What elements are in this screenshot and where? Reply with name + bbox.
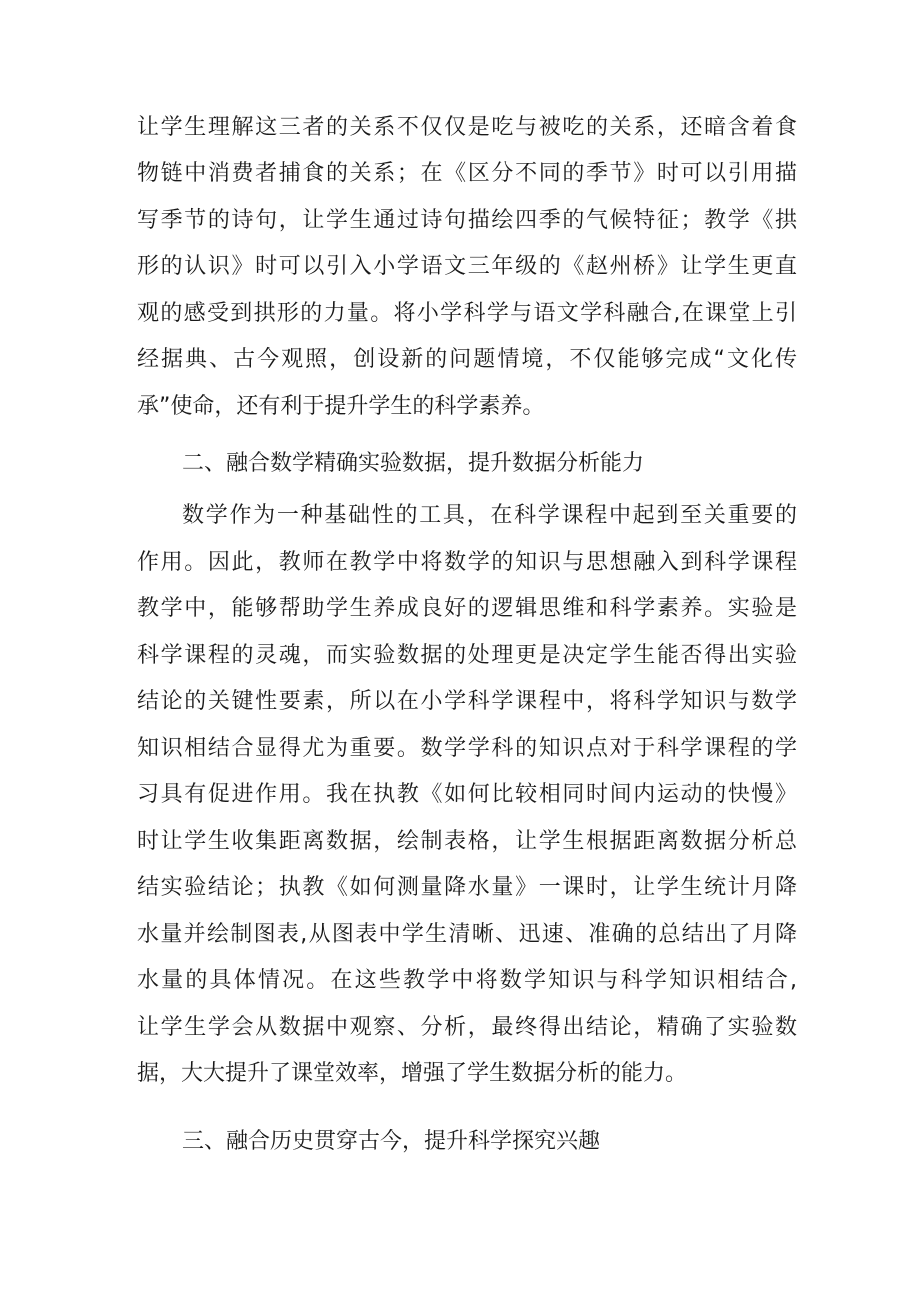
body-text-line: 水量并绘制图表,从图表中学生清晰、迅速、准确的总结出了月降 (137, 922, 797, 947)
body-text-line: 知识相结合显得尤为重要。数学学科的知识点对于科学课程的学 (137, 736, 797, 761)
body-text-line: 习具有促进作用。我在执教《如何比较相同时间内运动的快慢》 (137, 782, 797, 807)
body-text-line: 经据典、古今观照，创设新的问题情境，不仅能够完成“文化传 (137, 347, 797, 372)
body-text-line: 结实验结论；执教《如何测量降水量》一课时，让学生统计月降 (137, 875, 797, 900)
body-text-line: 承”使命，还有利于提升学生的科学素养。 (137, 394, 545, 419)
body-text-line: 时让学生收集距离数据，绘制表格，让学生根据距离数据分析总 (137, 829, 797, 854)
body-text-line: 数学作为一种基础性的工具，在科学课程中起到至关重要的 (182, 503, 797, 528)
body-text-line: 物链中消费者捕食的关系；在《区分不同的季节》时可以引用描 (137, 161, 797, 186)
body-text-line: 科学课程的灵魂，而实验数据的处理更是决定学生能否得出实验 (137, 643, 797, 668)
body-text-line: 让学生理解这三者的关系不仅仅是吃与被吃的关系，还暗含着食 (137, 115, 797, 140)
body-text-line: 让学生学会从数据中观察、分析，最终得出结论，精确了实验数 (137, 1015, 797, 1040)
body-text-line: 观的感受到拱形的力量。将小学科学与语文学科融合,在课堂上引 (137, 301, 797, 326)
body-text-line: 结论的关键性要素，所以在小学科学课程中，将科学知识与数学 (137, 689, 797, 714)
body-text-line: 写季节的诗句，让学生通过诗句描绘四季的气候特征；教学《拱 (137, 208, 797, 233)
body-text-line: 水量的具体情况。在这些教学中将数学知识与科学知识相结合, (137, 968, 797, 993)
body-text-line: 作用。因此，教师在教学中将数学的知识与思想融入到科学课程 (137, 550, 797, 575)
body-text-line: 教学中，能够帮助学生养成良好的逻辑思维和科学素养。实验是 (137, 596, 797, 621)
section-heading: 三、融合历史贯穿古今，提升科学探究兴趣 (182, 1129, 601, 1154)
body-text-line: 形的认识》时可以引入小学语文三年级的《赵州桥》让学生更直 (137, 254, 797, 279)
section-heading: 二、融合数学精确实验数据，提升数据分析能力 (182, 451, 645, 476)
body-text-line: 据，大大提升了课堂效率，增强了学生数据分析的能力。 (137, 1061, 688, 1086)
